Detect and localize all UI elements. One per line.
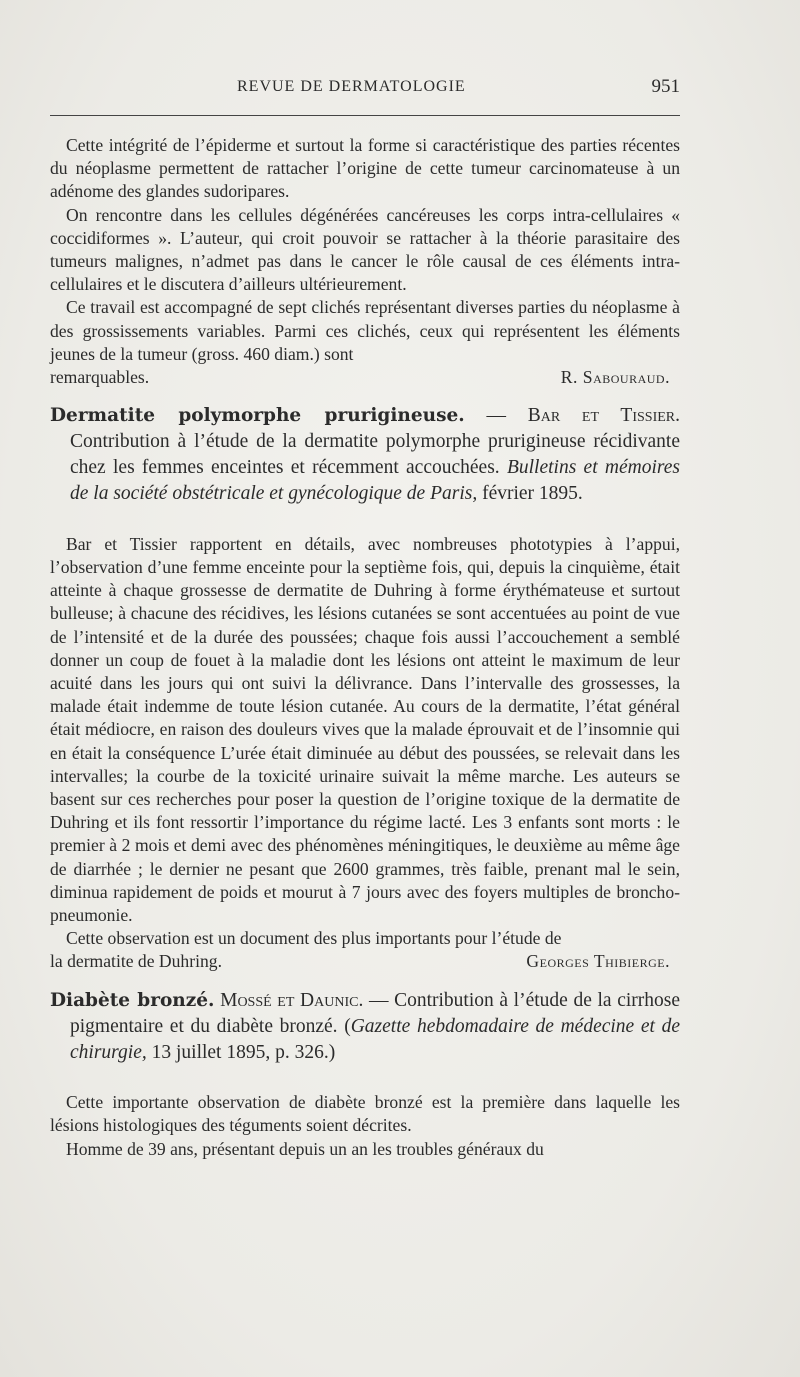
review-entry-heading [50, 988, 680, 1066]
running-title: REVUE DE DERMATOLOGIE [237, 78, 466, 95]
paragraph: Bar et Tissier rapportent en détails, avec nombreuses phototypies à l’appui, l’observation d’une femme enceinte pour la septième fois, qui, depuis la cinquième, était atteinte à chaque grossesse de dermatite de Duhring à forme érythémateuse et surtout bulleuse; à chacune des récidives, les lésions cutanées se sont accentuées au point de vue de l’intensité et de la durée des poussées; chaque fois aussi l’accouchement a semblé donner un coup de fouet à la maladie dont les lésions ont atteint le maximum de leur acuité dans les jours qui ont suivi la délivrance. Dans l’intervalle des grossesses, la malade était indemme de toute lésion cutanée. Au cours de la dermatite, l’état général était médiocre, en raison des douleurs vives que la malade éprouvait et de l’insomnie qui en était la conséquence L’urée était diminuée au début des poussées, se relevait dans les intervalles; la courbe de la toxicité urinaire suivait la même marche. Les auteurs se basent sur ces recherches pour poser la question de l’origine toxique de la dermatite de Duhring et ils font ressortir l’importance du régime lacté. Les 3 enfants sont morts : le premier à 2 mois et demi avec des phénomènes méningitiques, le deuxième au même âge de diarrhée ; le dernier ne pesant que 2600 grammes, très faible, prenant mal le sein, diminua rapidement de poids et mourut à 7 jours avec des foyers multiples de broncho-pneumonie. [50, 533, 680, 925]
paragraph: On rencontre dans les cellules dégénérées cancéreuses les corps intra-cellulaires « coccidiformes ». L’auteur, qui croit pouvoir se rattacher à la théorie parasitaire des tumeurs malignes, n’admet pas dans le cancer le rôle causal de ces éléments intra-cellulaires et le discutera d’ailleurs ultérieurement. [50, 204, 680, 295]
author-signature: R. Sabouraud. [560, 367, 670, 388]
paragraph-end: remarquables. [50, 367, 150, 388]
entry-work-title: Contribution à l’étude de la cirrhose pigmentaire et du diabète bronzé. ( [70, 989, 680, 1037]
page-header [50, 78, 680, 104]
entry-journal: Bulletins et mémoires de la société obstétricale et gynécologique de Paris, [70, 457, 681, 505]
entry-work-title: Contribution à l’étude de la dermatite polymorphe prurigineuse récidivante chez les femmes enceintes et récemment accouchées. [70, 431, 680, 479]
entry-title: Dermatite polymorphe prurigineuse. [50, 405, 465, 427]
entry-date: 13 juillet 1895, p. 326.) [146, 1041, 336, 1063]
review-entry-heading [50, 403, 680, 507]
paragraph: Cette intégrité de l’épiderme et surtout la forme si caractéristique des parties récentes du néoplasme permettent de rattacher l’origine de cette tumeur carcinomateuse à un adénome des glandes sudoripares. [50, 135, 680, 202]
dash: — [464, 405, 528, 427]
signature-line [50, 366, 680, 389]
entry-authors: Bar et Tissier. [527, 405, 681, 427]
paragraph-end: la dermatite de Duhring. [50, 951, 222, 972]
signature-line [50, 950, 680, 973]
author-signature: Georges Thibierge. [526, 951, 670, 972]
entry-authors: Mossé et Daunic. [214, 989, 364, 1011]
paragraph: Homme de 39 ans, présentant depuis un an les troubles généraux du [66, 1138, 544, 1159]
entry-date: février 1895. [477, 483, 583, 505]
article-body [50, 134, 680, 1161]
paragraph: Cette importante observation de diabète bronzé est la première dans laquelle les lésions histologiques des téguments soient décrites. [50, 1092, 680, 1136]
paragraph: Cette observation est un document des plus importants pour l’étude de [66, 928, 562, 949]
dash: — [363, 989, 395, 1011]
header-rule [50, 115, 680, 116]
paragraph: Ce travail est accompagné de sept clichés représentant diverses parties du néoplasme à des grossissements variables. Parmi ces clichés, ceux qui représentent les éléments jeunes de la tumeur (gross. 460 diam.) sont [50, 297, 680, 364]
entry-journal: Gazette hebdomadaire de médecine et de chirurgie, [70, 1015, 680, 1063]
page-number: 951 [651, 76, 680, 97]
entry-title: Diabète bronzé. [50, 989, 215, 1011]
